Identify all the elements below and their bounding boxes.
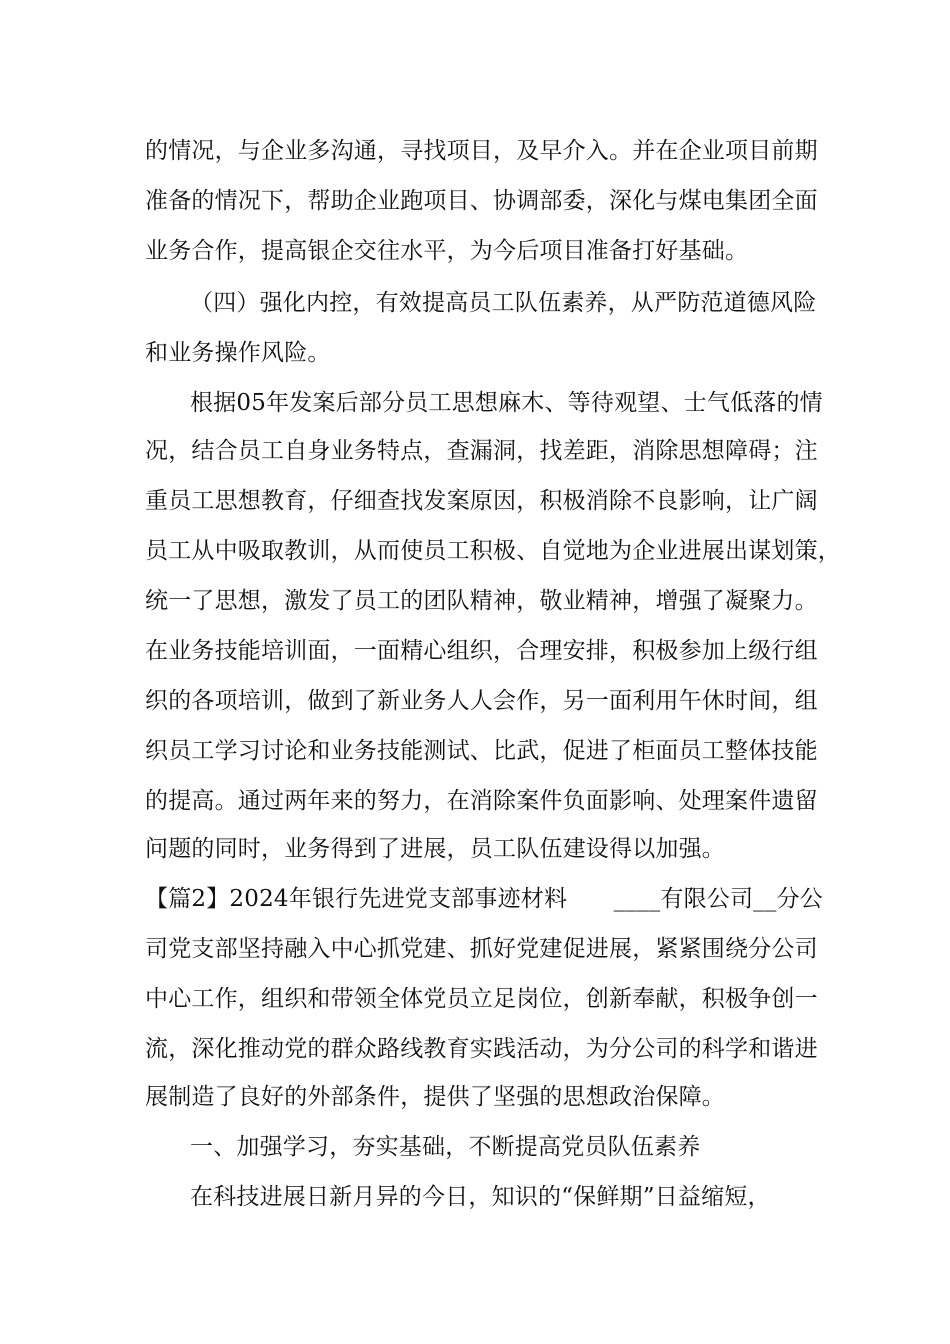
- text-line: 在业务技能培训面，一面精心组织，合理安排，积极参加上级行组: [145, 638, 818, 664]
- text-line: 问题的同时，业务得到了进展，员工队伍建设得以加强。: [145, 836, 725, 862]
- text-line: 司党支部坚持融入中心抓党建、抓好党建促进展，紧紧围绕分公司: [145, 936, 818, 962]
- text-line: 统一了思想，激发了员工的团队精神，敬业精神，增强了凝聚力。: [145, 588, 818, 614]
- text-line: 中心工作，组织和带领全体党员立足岗位，创新奉献，积极争创一: [145, 986, 818, 1012]
- text-line: 和业务操作风险。: [145, 340, 331, 366]
- text-line: 织的各项培训，做到了新业务人人会作，另一面利用午休时间，组: [145, 688, 818, 714]
- text-line: 织员工学习讨论和业务技能测试、比武，促进了柜面员工整体技能: [145, 738, 818, 764]
- text-line: 况，结合员工自身业务特点，查漏洞，找差距，消除思想障碍；注: [145, 438, 818, 464]
- text-line: 的提高。通过两年来的努力，在消除案件负面影响、处理案件遗留: [145, 788, 818, 814]
- text-line: 展制造了良好的外部条件，提供了坚强的思想政治保障。: [145, 1084, 725, 1110]
- text-line: 业务合作，提高银企交往水平，为今后项目准备打好基础。: [145, 238, 749, 264]
- text-line: 准备的情况下，帮助企业跑项目、协调部委，深化与煤电集团全面: [145, 188, 818, 214]
- paragraph-start: 在科技进展日新月异的今日，知识的“保鲜期”日益缩短，: [190, 1184, 771, 1210]
- text-line: 流，深化推动党的群众路线教育实践活动，为分公司的科学和谐进: [145, 1036, 818, 1062]
- text-line: 的情况，与企业多沟通，寻找项目，及早介入。并在企业项目前期: [145, 138, 818, 164]
- section-heading: 一、加强学习，夯实基础，不断提高党员队伍素养: [190, 1134, 701, 1160]
- article-title-line: 【篇2】2024年银行先进党支部事迹材料 ____有限公司__分公: [145, 886, 823, 912]
- section-heading: （四）强化内控，有效提高员工队伍素养，从严防范道德风险: [190, 290, 817, 316]
- text-line: 重员工思想教育，仔细查找发案原因，积极消除不良影响，让广阔: [145, 488, 818, 514]
- paragraph-start: 根据05年发案后部分员工思想麻木、等待观望、士气低落的情: [190, 390, 823, 416]
- text-line: 员工从中吸取教训，从而使员工积极、自觉地为企业进展出谋划策，: [145, 538, 841, 564]
